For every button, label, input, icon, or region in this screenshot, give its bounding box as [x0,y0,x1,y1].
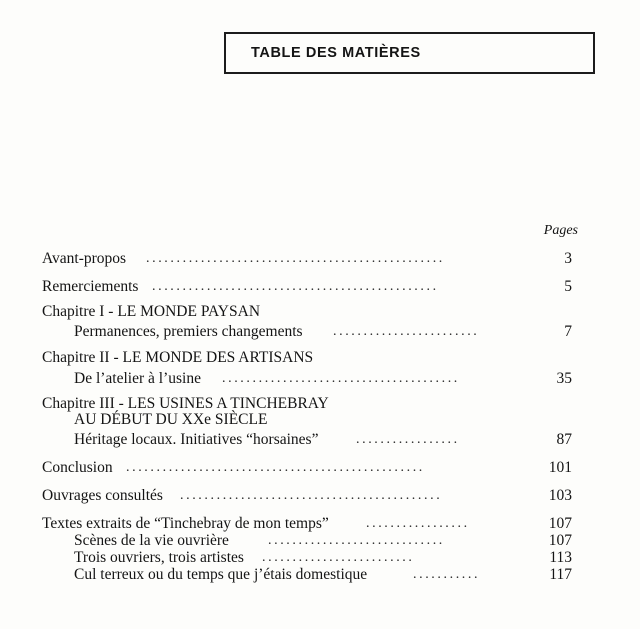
toc-entry [0,565,640,585]
dot-leader: ................................................. [126,460,425,475]
dot-leader: ........................................... [180,488,443,503]
page-number: 87 [556,431,572,448]
entry-label: Avant-propos [42,250,127,267]
dot-leader: ............................. [268,533,445,548]
dot-leader: ........................ [333,324,480,339]
page-number: 113 [549,549,572,566]
entry-label: AU DÉBUT DU XXe SIÈCLE [74,411,268,428]
dot-leader: ................. [366,516,470,531]
toc-entry [0,458,640,478]
page-number: 7 [564,323,572,340]
pages-column-header: Pages [543,223,578,238]
page-number: 103 [548,487,572,504]
entry-label: De l’atelier à l’usine [74,370,201,387]
toc-entry [0,249,640,269]
page-number: 107 [548,532,572,549]
toc-entry [0,486,640,506]
toc-entry [0,277,640,297]
page-title: TABLE DES MATIÈRES [251,45,421,61]
entry-label: Conclusion [42,459,113,476]
toc-entry [0,369,640,389]
entry-label: Chapitre I - LE MONDE PAYSAN [42,303,261,320]
page-number: 35 [556,370,572,387]
entry-label: Permanences, premiers changements [74,323,303,340]
chapter-heading-continued [0,410,640,430]
toc-entry [0,322,640,342]
page-number: 5 [564,278,572,295]
chapter-heading [0,302,640,322]
page-number: 3 [564,250,572,267]
entry-label: Remerciements [42,278,139,295]
dot-leader: ................................................. [146,251,445,266]
dot-leader: ............................................... [152,279,439,294]
dot-leader: ........... [413,567,481,582]
entry-label: Héritage locaux. Initiatives “horsaines” [74,431,319,448]
entry-label: Chapitre II - LE MONDE DES ARTISANS [42,349,314,366]
page-number: 107 [548,515,572,532]
entry-label: Cul terreux ou du temps que j’étais domestique [74,566,368,583]
entry-label: Trois ouvriers, trois artistes [74,549,244,566]
entry-label: Scènes de la vie ouvrière [74,532,229,549]
dot-leader: ................. [356,432,460,447]
dot-leader: ......................... [262,550,415,565]
chapter-heading [0,348,640,368]
entry-label: Ouvrages consultés [42,487,163,504]
dot-leader: ....................................... [222,371,460,386]
entry-label: Textes extraits de “Tinchebray de mon temps” [42,515,329,532]
toc-entry [0,430,640,450]
page-number: 101 [548,459,572,476]
page-number: 117 [549,566,572,583]
entry-label: Chapitre III - LES USINES A TINCHEBRAY [42,395,329,412]
